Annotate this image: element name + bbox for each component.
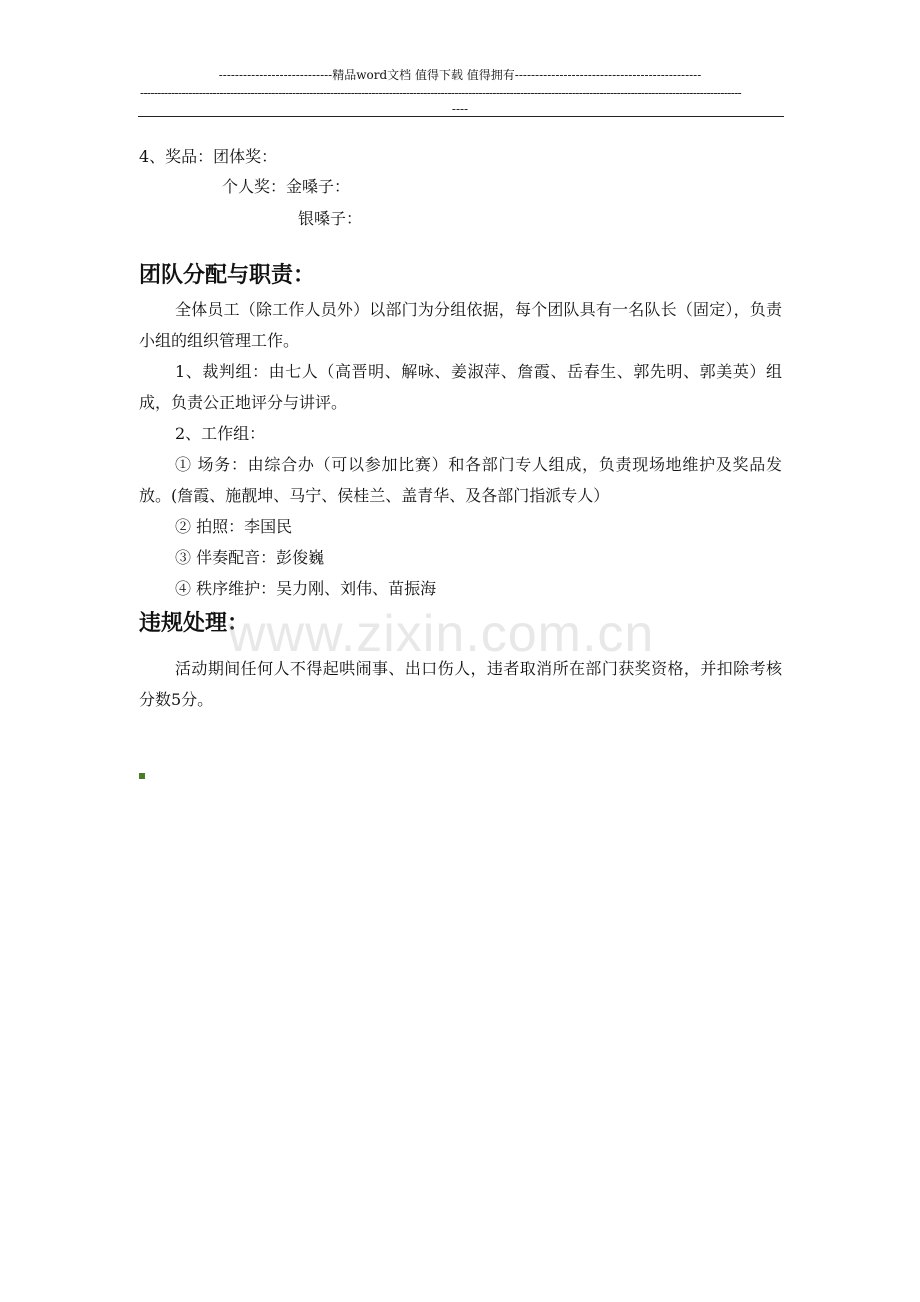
header-dash-tail: ----: [451, 102, 469, 116]
order-item: ④ 秩序维护：吴力刚、刘伟、苗振海: [175, 579, 437, 598]
judges-paragraph: 1、裁判组：由七人（高晋明、解咏、姜淑萍、詹霞、岳春生、郭先明、郭美英）组成，负责公正地评分与讲评。: [139, 362, 782, 412]
header-dash-line: ------------------------------------------------------------------------------------------------------------------------------------------------------------------------------: [140, 86, 742, 100]
venue-paragraph: ① 场务：由综合办（可以参加比赛）和各部门专人组成，负责现场地维护及奖品发放。(詹霞、施靓坤、马宁、侯桂兰、盖青华、及各部门指派专人）: [139, 455, 782, 505]
photo-item: ② 拍照：李国民: [175, 517, 293, 536]
violation-paragraph: 活动期间任何人不得起哄闹事、出口伤人，违者取消所在部门获奖资格，并扣除考核分数5分。: [139, 659, 782, 709]
bullet-marker: [139, 773, 145, 779]
prize-line-silver: 银嗓子：: [298, 209, 363, 228]
watermark: www.zixin.com.cn: [228, 605, 655, 663]
work-group-label: 2、工作组：: [175, 424, 266, 443]
header-rule: [138, 116, 784, 117]
prize-line-individual: 个人奖：金嗓子：: [222, 177, 351, 196]
music-item: ③ 伴奏配音：彭俊巍: [175, 548, 325, 567]
header-banner: ----------------------------精品word文档 值得下载 值得拥有----------------------------------------------: [218, 68, 702, 82]
team-intro-paragraph: 全体员工（除工作人员外）以部门为分组依据，每个团队具有一名队长（固定），负责小组的组织管理工作。: [139, 300, 782, 350]
violation-heading: 违规处理：: [139, 611, 250, 636]
team-heading: 团队分配与职责：: [139, 263, 316, 288]
prize-line-team: 4、奖品：团体奖：: [139, 147, 278, 166]
